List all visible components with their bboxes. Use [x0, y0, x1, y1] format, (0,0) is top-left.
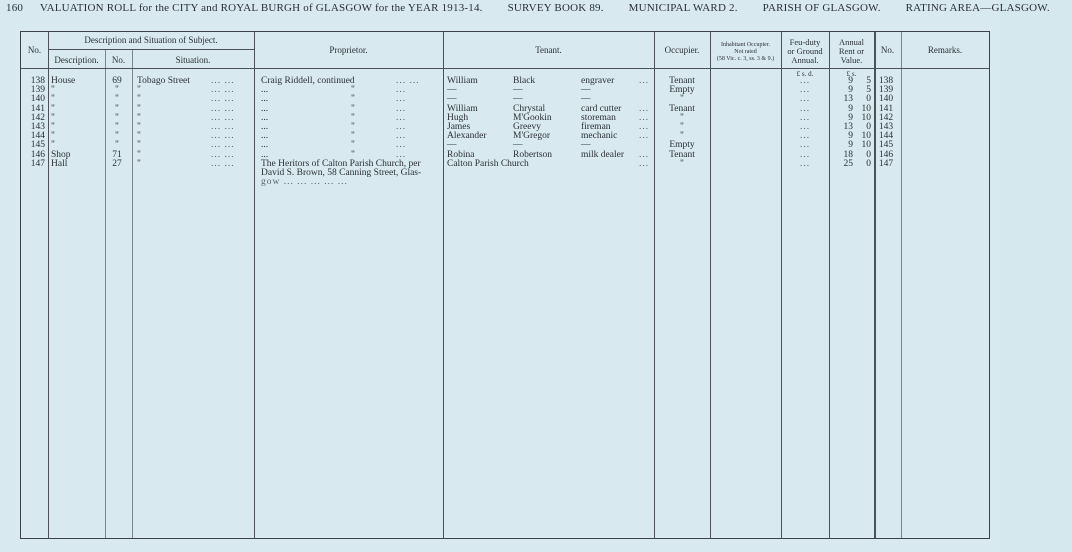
entry-tenant-dots: ... — [639, 149, 650, 160]
entry-rent-pounds: 18 — [843, 149, 853, 160]
header-tenant: Tenant. — [535, 45, 562, 55]
header-description: Description. — [54, 55, 99, 65]
entry-situation-dots: ... ... — [211, 103, 235, 114]
table-row — [21, 123, 989, 132]
entry-tenant-trade: mechanic — [581, 131, 618, 142]
entry-no: 142 — [30, 112, 45, 123]
roll-entries — [21, 77, 989, 169]
entry-tenant-dots: ... — [639, 103, 650, 114]
entry-no: 143 — [30, 121, 45, 132]
entry-situation: " — [137, 103, 141, 114]
header-inhabitant-1: Inhabitant Occupier. — [721, 42, 770, 48]
header-rent-2: Rent or — [838, 46, 865, 56]
entry-occupier: " — [680, 121, 684, 132]
header-feu-2: or Ground — [787, 46, 823, 56]
entry-no-right: 147 — [878, 158, 894, 169]
entry-occupier: " — [680, 112, 684, 123]
header-no: No. — [27, 45, 42, 55]
entry-situation: " — [137, 121, 141, 132]
entry-rent-pounds: 25 — [843, 158, 853, 169]
entry-description: " — [51, 121, 55, 132]
entry-feu-duty: ... — [799, 131, 811, 142]
entry-tenant-first: — — [447, 94, 457, 105]
entry-tenant-first: Alexander — [447, 131, 487, 142]
header-inhabitant-2: Not rated — [734, 49, 757, 55]
entry-house-no: " — [115, 112, 119, 123]
entry-no: 141 — [30, 103, 45, 114]
entry-description: " — [51, 85, 55, 96]
entry-occupier: Tenant — [669, 149, 695, 160]
entry-feu-duty: ... — [799, 112, 811, 123]
entry-rent-shillings: 0 — [866, 121, 871, 132]
entry-no: 138 — [30, 76, 45, 86]
entry-proprietor-ditto: " — [351, 149, 355, 160]
municipal-ward: MUNICIPAL WARD 2. — [628, 2, 738, 14]
entry-situation-dots: ... ... — [211, 121, 235, 132]
entry-proprietor-dots: ... — [396, 112, 407, 123]
entry-rent-pounds: 9 — [848, 76, 853, 86]
table-row — [21, 105, 989, 114]
entry-description: Shop — [51, 149, 71, 160]
table-row — [21, 132, 989, 141]
entry-proprietor: ... — [261, 121, 269, 132]
entry-proprietor: ... — [261, 103, 269, 114]
feu-units: £ s. d. — [796, 70, 814, 78]
entry-proprietor-dots: ... — [396, 121, 407, 132]
entry-occupier: Tenant — [669, 76, 695, 86]
rent-units: £ s. — [846, 70, 857, 78]
entry-tenant-first: William — [447, 103, 478, 114]
proprietor-continuation-2: gow ... ... ... ... ... — [261, 177, 348, 187]
survey-book: SURVEY BOOK 89. — [507, 2, 604, 14]
entry-no-right: 138 — [878, 76, 894, 86]
entry-tenant-dots: ... — [639, 158, 650, 169]
entry-occupier: " — [680, 94, 684, 105]
entry-house-no: " — [115, 85, 119, 96]
entry-proprietor: ... — [261, 85, 269, 96]
entry-tenant-first: — — [447, 85, 457, 96]
entry-tenant-last: — — [513, 140, 523, 151]
entry-proprietor-dots: ... — [396, 131, 407, 142]
entry-proprietor: The Heritors of Calton Parish Church, per — [261, 158, 421, 169]
entry-situation: " — [137, 94, 141, 105]
entry-feu-duty: ... — [799, 140, 811, 151]
entry-situation: " — [137, 131, 141, 142]
entry-proprietor: ... — [261, 131, 269, 142]
header-no-right: No. — [880, 45, 895, 55]
entry-occupier: " — [680, 131, 684, 142]
roll-table — [20, 31, 990, 539]
header-feu-1: Feu-duty — [789, 37, 821, 47]
entry-tenant-first: James — [447, 121, 471, 132]
entry-no-right: 142 — [878, 112, 894, 123]
roll-title: VALUATION ROLL for the CITY and ROYAL BURGH of GLASGOW for the YEAR 1913-14. — [39, 2, 483, 14]
entry-situation-dots: ... ... — [211, 94, 235, 105]
entry-no: 144 — [30, 131, 45, 142]
entry-occupier: Empty — [669, 140, 695, 151]
entry-situation-dots: ... ... — [211, 149, 235, 160]
entry-no-right: 145 — [878, 140, 894, 151]
entry-rent-pounds: 9 — [848, 85, 853, 96]
entry-feu-duty: ... — [799, 158, 811, 169]
entry-rent-pounds: 9 — [848, 140, 853, 151]
header-description-group: Description and Situation of Subject. — [84, 35, 218, 45]
entry-proprietor-dots: ... ... — [396, 76, 420, 86]
entry-proprietor: Craig Riddell, continued — [261, 76, 355, 86]
entry-proprietor-ditto: " — [351, 94, 355, 105]
entry-proprietor-dots: ... — [396, 149, 407, 160]
entry-description: " — [51, 140, 55, 151]
entry-description: Hall — [51, 158, 68, 169]
parish: PARISH OF GLASGOW. — [762, 2, 881, 14]
entry-no: 147 — [30, 158, 45, 169]
header-situation: Situation. — [175, 55, 211, 65]
table-row — [21, 95, 989, 104]
entry-situation: Tobago Street — [137, 76, 190, 86]
entry-proprietor-dots: ... — [396, 94, 407, 105]
entry-house-no: " — [115, 103, 119, 114]
header-rent-3: Value. — [840, 55, 863, 65]
entry-rent-shillings: 10 — [861, 112, 871, 123]
entry-no-right: 140 — [878, 94, 894, 105]
entry-rent-shillings: 0 — [866, 94, 871, 105]
entry-feu-duty: ... — [799, 149, 811, 160]
entry-occupier: Empty — [669, 85, 695, 96]
entry-occupier: " — [680, 158, 684, 169]
entry-proprietor: ... — [261, 94, 269, 105]
entry-tenant-dots: ... — [639, 112, 650, 123]
entry-tenant-last: M'Gregor — [513, 131, 551, 142]
entry-description: " — [51, 131, 55, 142]
entry-rent-shillings: 0 — [866, 158, 871, 169]
entry-feu-duty: ... — [799, 103, 811, 114]
entry-tenant-first: Robina — [447, 149, 475, 160]
entry-tenant-last: Chrystal — [513, 103, 546, 114]
entry-proprietor-dots: ... — [396, 103, 407, 114]
entry-situation-dots: ... ... — [211, 85, 235, 96]
header-rent-1: Annual — [838, 37, 865, 47]
entry-proprietor-ditto: " — [351, 140, 355, 151]
entry-tenant-first: Calton Parish Church — [447, 158, 529, 169]
entry-proprietor-dots: ... — [396, 85, 407, 96]
entry-proprietor-ditto: " — [351, 131, 355, 142]
entry-house-no: " — [115, 131, 119, 142]
header-feu-3: Annual. — [791, 55, 819, 65]
header-occupier: Occupier. — [664, 45, 700, 55]
entry-no-right: 143 — [878, 121, 894, 132]
entry-tenant-dots: ... — [639, 131, 650, 142]
entry-rent-pounds: 13 — [843, 94, 853, 105]
entry-proprietor-ditto: " — [351, 112, 355, 123]
entry-feu-duty: ... — [799, 94, 811, 105]
entry-tenant-trade: — — [581, 140, 591, 151]
entry-no: 145 — [30, 140, 45, 151]
header-proprietor: Proprietor. — [329, 45, 368, 55]
entry-description: " — [51, 112, 55, 123]
entry-tenant-last: Robertson — [513, 149, 553, 160]
entry-tenant-trade: milk dealer — [581, 149, 624, 160]
entry-tenant-last: — — [513, 94, 523, 105]
entry-tenant-last: Greevy — [513, 121, 541, 132]
entry-proprietor: ... — [261, 112, 269, 123]
entry-no-right: 146 — [878, 149, 894, 160]
entry-no: 140 — [30, 94, 45, 105]
entry-occupier: Tenant — [669, 103, 695, 114]
entry-tenant-last: M'Gookin — [513, 112, 552, 123]
entry-no-right: 144 — [878, 131, 894, 142]
entry-rent-pounds: 9 — [848, 112, 853, 123]
header-house-no: No. — [111, 55, 126, 65]
entry-tenant-trade: fireman — [581, 121, 611, 132]
entry-proprietor-ditto: " — [351, 103, 355, 114]
entry-description: House — [51, 76, 76, 86]
entry-no-right: 139 — [878, 85, 894, 96]
page-number: 160 — [6, 2, 24, 14]
rating-area: RATING AREA—GLASGOW. — [905, 2, 1050, 14]
page-title — [6, 2, 1050, 18]
header-remarks: Remarks. — [927, 45, 963, 55]
entry-rent-shillings: 5 — [866, 85, 871, 96]
entry-tenant-trade: — — [581, 94, 591, 105]
proprietor-continuation-1: David S. Brown, 58 Canning Street, Glas- — [261, 168, 422, 178]
entry-tenant-trade: storeman — [581, 112, 616, 123]
entry-tenant-first: William — [447, 76, 478, 86]
entry-situation: " — [137, 112, 141, 123]
entry-house-no: 71 — [112, 149, 122, 160]
entry-proprietor-dots: ... — [396, 140, 407, 151]
entry-no-right: 141 — [878, 103, 894, 114]
entry-rent-shillings: 10 — [861, 131, 871, 142]
entry-tenant-trade: engraver — [581, 76, 615, 86]
table-row — [21, 77, 989, 86]
entry-no: 146 — [30, 149, 45, 160]
entry-house-no: 27 — [112, 158, 122, 169]
entry-description: " — [51, 94, 55, 105]
entry-situation: " — [137, 149, 141, 160]
entry-rent-pounds: 9 — [848, 103, 853, 114]
entry-situation-dots: ... ... — [211, 140, 235, 151]
entry-rent-shillings: 5 — [866, 76, 871, 86]
entry-house-no: " — [115, 94, 119, 105]
entry-situation: " — [137, 158, 141, 169]
entry-tenant-dots: ... — [639, 121, 650, 132]
entry-house-no: " — [115, 140, 119, 151]
entry-no: 139 — [30, 85, 45, 96]
entry-situation-dots: ... ... — [211, 112, 235, 123]
entry-proprietor: ... — [261, 140, 269, 151]
table-row — [21, 160, 989, 169]
header-inhabitant-3: (58 Vic. c. 3, ss. 3 & 9.) — [716, 56, 775, 62]
entry-house-no: 69 — [112, 76, 122, 86]
entry-rent-pounds: 9 — [848, 131, 853, 142]
entry-rent-pounds: 13 — [843, 121, 853, 132]
entry-rent-shillings: 0 — [866, 149, 871, 160]
entry-description: " — [51, 103, 55, 114]
entry-feu-duty: ... — [799, 76, 811, 86]
entry-feu-duty: ... — [799, 121, 811, 132]
entry-tenant-dots: ... — [639, 76, 650, 86]
entry-situation-dots: ... ... — [211, 76, 235, 86]
entry-tenant-last: Black — [513, 76, 536, 86]
entry-house-no: " — [115, 121, 119, 132]
entry-proprietor-ditto: " — [351, 121, 355, 132]
entry-situation-dots: ... ... — [211, 158, 235, 169]
entry-proprietor: ... — [261, 149, 269, 160]
entry-proprietor-ditto: " — [351, 85, 355, 96]
entry-tenant-trade: — — [581, 85, 591, 96]
entry-tenant-last: — — [513, 85, 523, 96]
entry-feu-duty: ... — [799, 85, 811, 96]
entry-rent-shillings: 10 — [861, 140, 871, 151]
entry-rent-shillings: 10 — [861, 103, 871, 114]
entry-tenant-first: Hugh — [447, 112, 469, 123]
entry-tenant-trade: card cutter — [581, 103, 622, 114]
entry-situation-dots: ... ... — [211, 131, 235, 142]
entry-situation: " — [137, 140, 141, 151]
entry-tenant-first: — — [447, 140, 457, 151]
entry-situation: " — [137, 85, 141, 96]
